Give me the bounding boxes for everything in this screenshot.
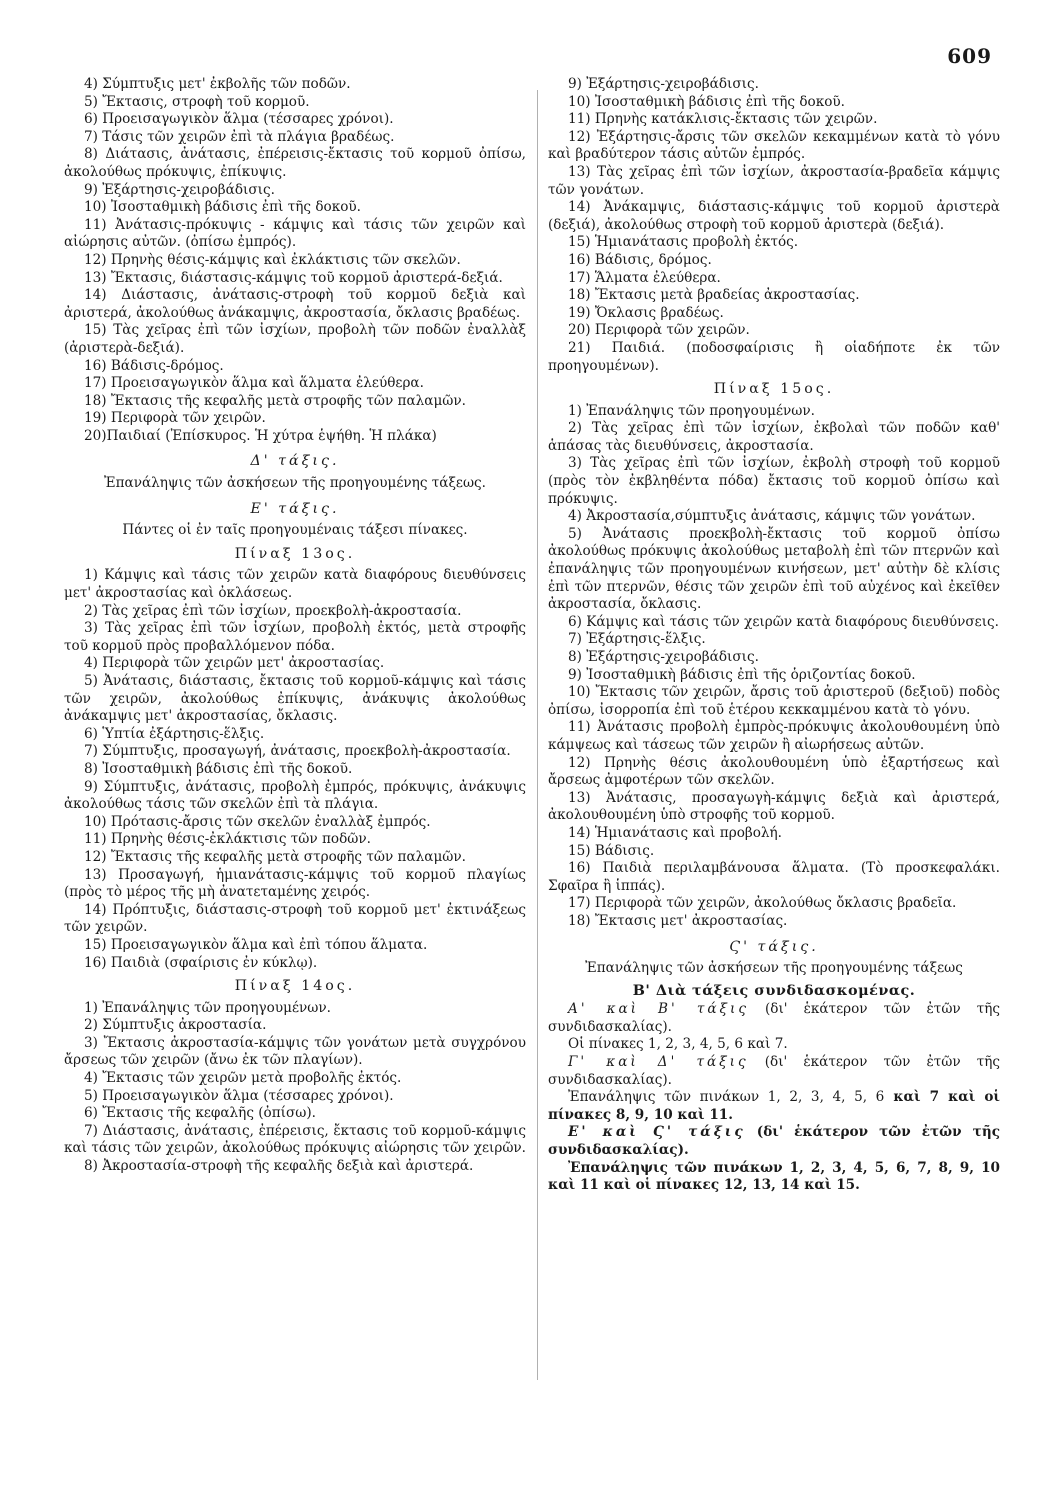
right-column (548, 76, 1000, 1195)
list-item: 1) Ἐπανάληψις τῶν προηγουμένων. (568, 402, 815, 419)
left-column (64, 76, 526, 1176)
list-item: 14) Διάστασις, ἀνάτασις-στροφὴ τοῦ κορμοῦ δεξιὰ καὶ ἀριστερά, ἀκολούθως ἀνάκαμψις, ἀκροστασία, ὄκλασις βραδέως. (64, 287, 526, 321)
column-divider (537, 90, 538, 1380)
list-item: 15) Βάδισις. (568, 842, 655, 859)
list-item: 6) Ὑπτία ἐξάρτησις-ἕλξις. (84, 725, 265, 742)
list-item: 11) Ἀνάτασις προβολὴ ἐμπρὸς-πρόκυψις ἀκολουθουμένη ὑπὸ κάμψεως καὶ τάσεως τῶν χειρῶν ἢ αἰωρήσεως αὐτῶν. (548, 719, 1000, 753)
section-text-st: Ἐπανάληψις τῶν ἀσκήσεων τῆς προηγουμένης τάξεως (585, 960, 963, 977)
combined-classes-gd (548, 1054, 1000, 1089)
tables-est (548, 1160, 1000, 1195)
list-item: 12) Πρηνὴς θέσις ἀκολουθουμένη ὑπὸ ἐξαρτήσεως καὶ ἄρσεως ἀμφοτέρων τῶν σκελῶν. (548, 754, 1000, 789)
list-item: 14) Ἀνάκαμψις, διάστασις-κάμψις τοῦ κορμοῦ ἀριστερὰ (δεξιά), ἀκολούθως στροφὴ τοῦ κορμοῦ ἀριστερὰ (δεξιά). (548, 199, 1000, 233)
list-item: 9) Ἐξάρτησις-χειροβάδισις. (568, 76, 759, 92)
list-item: 9) Ἐξάρτησις-χειροβάδισις. (84, 181, 275, 198)
list-item: 1) Κάμψις καὶ τάσις τῶν χειρῶν κατὰ διαφόρους διευθύνσεις μετ' ἀκροστασίας καὶ ὀκλάσεως. (64, 567, 526, 602)
page-number: 609 (947, 44, 992, 68)
tables-ab: Οἱ πίνακες 1, 2, 3, 4, 5, 6 καὶ 7. (568, 1036, 788, 1053)
list-item: 18) Ἔκτασις μετὰ βραδείας ἀκροστασίας. (568, 287, 860, 304)
list-item: 16) Παιδιὰ (σφαίρισις ἐν κύκλῳ). (84, 954, 318, 971)
list-items-14 (64, 1000, 526, 1176)
list-item: 18) Ἔκτασις μετ' ἀκροστασίας. (568, 912, 788, 929)
list-item: 8) Ἀκροστασία-στροφὴ τῆς κεφαλῆς δεξιὰ καὶ ἀριστερά. (84, 1158, 474, 1175)
list-item: 4) Περιφορὰ τῶν χειρῶν μετ' ἀκροστασίας. (84, 655, 385, 672)
section-heading-b: Β' Διὰ τάξεις συνδιδασκομένας. (632, 981, 916, 999)
class-desc-ab: (δι' ἑκάτερον τῶν ἐτῶν τῆς συνδιδασκαλίας). (548, 1001, 1000, 1035)
class-label-est: Ε' καὶ Ϛ' τάξις (568, 1124, 746, 1141)
list-item: 11) Ἀνάτασις-πρόκυψις - κάμψις καὶ τάσις τῶν χειρῶν καὶ αἰώρησις αὐτῶν. (ὀπίσω ἐμπρός). (64, 216, 526, 251)
list-item: 15) Ἡμιανάτασις προβολὴ ἐκτός. (568, 234, 799, 251)
list-item: 15) Τὰς χεῖρας ἐπὶ τῶν ἰσχίων, προβολὴ τῶν ποδῶν ἐναλλὰξ (ἀριστερὰ-δεξιά). (64, 322, 526, 356)
section-text-d: Ἐπανάληψις τῶν ἀσκήσεων τῆς προηγουμένης τάξεως. (103, 475, 486, 492)
list-items-13 (64, 567, 526, 972)
list-item: 13) Ἀνάτασις, προσαγωγὴ-κάμψις δεξιὰ καὶ ἀριστερά, ἀκολουθουμένη ὑπὸ στροφῆς τοῦ κορμοῦ. (548, 789, 1000, 824)
list-item: 1) Ἐπανάληψις τῶν προηγουμένων. (84, 999, 331, 1016)
section-heading-st: Ϛ' τάξις. (729, 938, 819, 955)
list-item: 4) Ἔκτασις τῶν χειρῶν μετὰ προβολῆς ἐκτός. (84, 1070, 402, 1087)
section-text-e: Πάντες οἱ ἐν ταῖς προηγουμέναις τάξεσι πίνακες. (122, 522, 468, 539)
table-heading-15: Πίναξ 15ος. (713, 381, 835, 398)
list-item: 7) Διάστασις, ἀνάτασις, ἐπέρεισις, ἔκτασις τοῦ κορμοῦ-κάμψις καὶ τάσις τῶν χειρῶν, ἀκολούθως πρόκυψις αἰώρησις τῶν χειρῶν. (64, 1122, 527, 1157)
list-item: 5) Ἀνάτασις προεκβολὴ-ἔκτασις τοῦ κορμοῦ ὀπίσω ἀκολούθως πρόκυψις ἀκολούθως μεταβολὴ ἐπὶ τῶν πτερνῶν καὶ ἐπανάληψις τῶν προηγουμένων κινήσεων, μετ' αὐτὴν δὲ κλίσις ἐπὶ τῶν πτερνῶν, θέσις τῶν χειρῶν ἐπὶ τοῦ αὐχένος καὶ ἐκεῖθεν ἀκροστασία, ὄκλασις. (548, 525, 1000, 613)
list-item: 13) Ἔκτασις, διάστασις-κάμψις τοῦ κορμοῦ ἀριστερά-δεξιά. (84, 269, 503, 286)
list-item: 17) Προεισαγωγικὸν ἅλμα καὶ ἅλματα ἐλεύθερα. (84, 375, 424, 392)
list-item: 2) Τὰς χεῖρας ἐπὶ τῶν ἰσχίων, ἐκβολαὶ τῶν ποδῶν καθ' ἁπάσας τὰς διευθύνσεις, ἀκροστασία. (548, 420, 1000, 454)
list-item: 3) Τὰς χεῖρας ἐπὶ τῶν ἰσχίων, προβολὴ ἐκτός, μετὰ στροφῆς τοῦ κορμοῦ πρὸς προβαλλόμενον πόδα. (64, 620, 526, 654)
section-heading-e: Ε' τάξις. (250, 500, 340, 517)
tables-gd-part-a: Ἐπανάληψις τῶν πινάκων 1, 2, 3, 4, 5, 6 (568, 1089, 885, 1106)
class-desc-gd: (δι' ἑκάτερον τῶν ἐτῶν τῆς συνδιδασκαλίας). (548, 1054, 1000, 1088)
list-item: 21) Παιδιά. (ποδοσφαίρισις ἢ οἱαδήποτε ἐκ τῶν προηγουμένων). (548, 339, 1000, 374)
list-item: 10) Πρότασις-ἄρσις τῶν σκελῶν ἐναλλὰξ ἐμπρός. (84, 813, 431, 830)
list-item: 8) Διάτασις, ἀνάτασις, ἐπέρεισις-ἔκτασις τοῦ κορμοῦ ὀπίσω, ἀκολούθως πρόκυψις, ἐπίκυψις. (64, 146, 526, 180)
list-item: 12) Ἐξάρτησις-ἄρσις τῶν σκελῶν κεκαμμένων κατὰ τὸ γόνυ καὶ βραδύτερον τάσις αὐτῶν ἐμπρός. (548, 128, 1000, 163)
tables-gd-part-b: καὶ 7 καὶ οἱ πίνακες 8, 9, 10 καὶ 11. (548, 1089, 1000, 1123)
list-item: 16) Παιδιὰ περιλαμβάνουσα ἅλματα. (Τὸ προσκεφαλάκι. Σφαῖρα ἢ ἱππάς). (548, 860, 1000, 894)
list-item: 13) Προσαγωγή, ἡμιανάτασις-κάμψις τοῦ κορμοῦ πλαγίως (πρὸς τὸ μέρος τῆς μὴ ἀνατεταμένης χειρός. (64, 866, 526, 901)
list-items-15 (548, 403, 1000, 931)
list-item: 14) Πρόπτυξις, διάστασις-στροφὴ τοῦ κορμοῦ μετ' ἐκτινάξεως τῶν χειρῶν. (64, 901, 526, 936)
list-item: 3) Ἔκτασις ἀκροστασία-κάμψις τῶν γονάτων μετὰ συγχρόνου ἄρσεως τῶν χειρῶν (ἄνω ἐκ τῶν πλαγίων). (64, 1034, 526, 1069)
list-item: 2) Τὰς χεῖρας ἐπὶ τῶν ἰσχίων, προεκβολὴ-ἀκροστασία. (84, 602, 462, 619)
list-item: 6) Προεισαγωγικὸν ἅλμα (τέσσαρες χρόνοι). (84, 111, 394, 128)
list-item: 10) Ἔκτασις τῶν χειρῶν, ἄρσις τοῦ ἀριστεροῦ (δεξιοῦ) ποδὸς ὀπίσω, ἰσορροπία ἐπὶ τοῦ ἑτέρου κεκκαμμένου κατὰ τὸ γόνυ. (548, 684, 1000, 718)
combined-classes-est (548, 1124, 1000, 1159)
class-label-ab: Α' καὶ Β' τάξις (568, 1001, 749, 1018)
combined-classes-ab (548, 1001, 1000, 1036)
tables-est-part-a: Ἐπανάληψις τῶν πινάκων 1, 2, 3, 4, 5, 6, 7, 8, 9, 10 (568, 1159, 1000, 1176)
list-item: 10) Ἰσοσταθμικὴ βάδισις ἐπὶ τῆς δοκοῦ. (568, 93, 845, 110)
tables-est-part-b: καὶ 11 καὶ οἱ πίνακες 12, 13, 14 καὶ 15. (548, 1177, 860, 1194)
list-item: 20) Περιφορὰ τῶν χειρῶν. (568, 322, 750, 339)
table-heading-13: Πίναξ 13ος. (234, 545, 356, 562)
list-item: 13) Τὰς χεῖρας ἐπὶ τῶν ἰσχίων, ἀκροστασία-βραδεῖα κάμψις τῶν γονάτων. (548, 163, 1000, 198)
list-item: 10) Ἰσοσταθμικὴ βάδισις ἐπὶ τῆς δοκοῦ. (84, 199, 361, 216)
list-item: 6) Ἔκτασις τῆς κεφαλῆς (ὀπίσω). (84, 1105, 316, 1122)
list-item: 5) Προεισαγωγικὸν ἅλμα (τέσσαρες χρόνοι). (84, 1087, 394, 1104)
class-label-gd: Γ' καὶ Δ' τάξις (568, 1054, 749, 1071)
list-items-a (64, 76, 526, 445)
list-item: 11) Πρηνὴς κατάκλισις-ἔκτασις τῶν χειρῶν. (568, 111, 878, 128)
list-item: 11) Πρηνὴς θέσις-ἐκλάκτισις τῶν ποδῶν. (84, 831, 371, 848)
list-item: 4) Ἀκροστασία,σύμπτυξις ἀνάτασις, κάμψις τῶν γονάτων. (568, 508, 976, 525)
tables-gd (548, 1089, 1000, 1124)
list-item: 16) Βάδισις-δρόμος. (84, 357, 224, 374)
list-items-14-continued (548, 76, 1000, 375)
list-item: 5) Ἔκτασις, στροφὴ τοῦ κορμοῦ. (84, 93, 310, 110)
list-item: 17) Περιφορὰ τῶν χειρῶν, ἀκολούθως ὄκλασις βραδεῖα. (568, 895, 957, 912)
list-item: 20)Παιδιαί (Ἐπίσκυρος. Ἡ χύτρα ἑψήθη. Ἡ πλάκα) (84, 427, 437, 444)
section-heading-d: Δ' τάξις. (250, 453, 340, 470)
list-item: 18) Ἔκτασις τῆς κεφαλῆς μετὰ στροφῆς τῶν παλαμῶν. (84, 392, 466, 409)
list-item: 2) Σύμπτυξις ἀκροστασία. (84, 1017, 267, 1034)
list-item: 9) Ἰσοσταθμικὴ βάδισις ἐπὶ τῆς ὁριζοντίας δοκοῦ. (568, 666, 916, 683)
list-item: 4) Σύμπτυξις μετ' ἐκβολῆς τῶν ποδῶν. (84, 76, 351, 92)
list-item: 17) Ἅλματα ἐλεύθερα. (568, 269, 721, 286)
list-item: 15) Προεισαγωγικὸν ἅλμα καὶ ἐπὶ τόπου ἅλματα. (84, 936, 428, 953)
list-item: 5) Ἀνάτασις, διάστασις, ἔκτασις τοῦ κορμοῦ-κάμψις καὶ τάσις τῶν χειρῶν, ἀκολούθως ἐπίκυψις, ἀνάκυψις ἀκολούθως ἀνάκαμψις μετ' ἀκροστασίας, ὄκλασις. (64, 673, 526, 725)
list-item: 19) Περιφορὰ τῶν χειρῶν. (84, 410, 266, 427)
list-item: 8) Ἐξάρτησις-χειροβάδισις. (568, 649, 759, 665)
list-item: 7) Τάσις τῶν χειρῶν ἐπὶ τὰ πλάγια βραδέως. (84, 128, 395, 145)
list-item: 19) Ὄκλασις βραδέως. (568, 304, 724, 321)
list-item: 8) Ἰσοσταθμικὴ βάδισις ἐπὶ τῆς δοκοῦ. (84, 760, 353, 777)
list-item: 3) Τὰς χεῖρας ἐπὶ τῶν ἰσχίων, ἐκβολὴ στροφὴ τοῦ κορμοῦ (πρὸς τὸν ἐκβληθέντα πόδα) ἔκτασις τοῦ κορμοῦ ὀπίσω καὶ πρόκυψις. (548, 455, 1000, 507)
list-item: 16) Βάδισις, δρόμος. (568, 251, 712, 268)
list-item: 12) Πρηνὴς θέσις-κάμψις καὶ ἐκλάκτισις τῶν σκελῶν. (84, 251, 461, 268)
list-item: 7) Σύμπτυξις, προσαγωγή, ἀνάτασις, προεκβολὴ-ἀκροστασία. (84, 743, 511, 760)
list-item: 9) Σύμπτυξις, ἀνάτασις, προβολὴ ἐμπρός, πρόκυψις, ἀνάκυψις ἀκολούθως τάσις τῶν σκελῶν ἐπὶ τὰ πλάγια. (64, 778, 526, 813)
list-item: 7) Ἐξάρτησις-ἕλξις. (568, 631, 706, 648)
class-desc-est: (δι' ἑκάτερον τῶν ἐτῶν τῆς συνδιδασκαλίας). (548, 1124, 1000, 1159)
list-item: 6) Κάμψις καὶ τάσις τῶν χειρῶν κατὰ διαφόρους διευθύνσεις. (568, 613, 999, 630)
list-item: 14) Ἡμιανάτασις καὶ προβολή. (568, 824, 783, 841)
table-heading-14: Πίναξ 14ος. (234, 978, 356, 995)
list-item: 12) Ἔκτασις τῆς κεφαλῆς μετὰ στροφῆς τῶν παλαμῶν. (84, 848, 466, 865)
